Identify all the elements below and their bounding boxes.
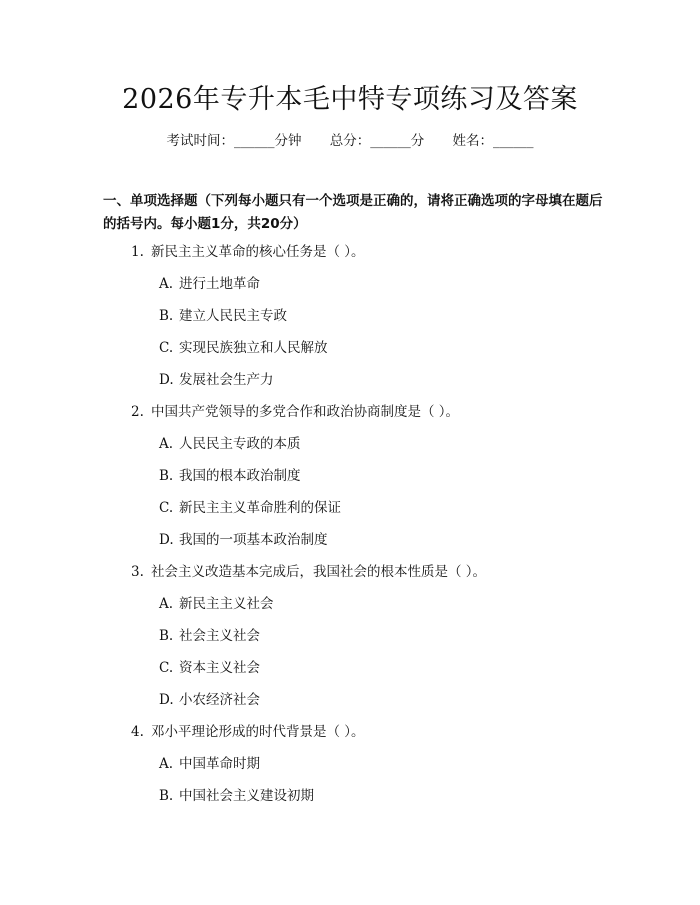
option-text: 我国的一项基本政治制度 (179, 532, 328, 548)
option-text: 新民主主义革命胜利的保证 (179, 500, 341, 516)
q2-option-b (159, 466, 301, 486)
question-number: 3. (131, 564, 144, 580)
option-letter: B. (159, 788, 174, 804)
option-letter: B. (159, 468, 174, 484)
option-text: 中国社会主义建设初期 (179, 788, 314, 804)
q4-option-b (159, 786, 314, 806)
section-heading: 一、单项选择题（下列每小题只有一个选项是正确的，请将正确选项的字母填在题后的括号内。每小题1分，共20分） (103, 193, 603, 232)
question-number: 4. (131, 724, 144, 740)
option-letter: C. (159, 500, 174, 516)
q1-option-a (159, 274, 260, 294)
q1-option-c (159, 338, 328, 358)
option-text: 发展社会生产力 (179, 372, 274, 388)
option-letter: B. (159, 308, 174, 324)
question-1 (131, 242, 365, 262)
option-text: 进行土地革命 (179, 276, 260, 292)
q2-option-c (159, 498, 341, 518)
q3-option-b (159, 626, 260, 646)
option-letter: A. (159, 276, 174, 292)
option-text: 实现民族独立和人民解放 (179, 340, 328, 356)
question-2 (131, 402, 459, 422)
question-text: 新民主主义革命的核心任务是（ ）。 (151, 244, 365, 260)
document-title: 2026年专升本毛中特专项练习及答案 (122, 84, 578, 115)
question-text: 邓小平理论形成的时代背景是（ ）。 (151, 724, 365, 740)
question-number: 2. (131, 404, 144, 420)
q3-option-d (159, 690, 260, 710)
q1-option-b (159, 306, 287, 326)
option-letter: D. (159, 372, 174, 388)
option-letter: D. (159, 532, 174, 548)
q4-option-a (159, 754, 260, 774)
option-letter: D. (159, 692, 174, 708)
question-3 (131, 562, 486, 582)
option-letter: C. (159, 340, 174, 356)
q1-option-d (159, 370, 274, 390)
option-text: 社会主义社会 (179, 628, 260, 644)
option-text: 小农经济社会 (179, 692, 260, 708)
name-label: 姓名：______ (452, 133, 534, 149)
option-letter: A. (159, 756, 174, 772)
question-text: 中国共产党领导的多党合作和政治协商制度是（ ）。 (151, 404, 460, 420)
option-text: 建立人民民主专政 (179, 308, 287, 324)
question-4 (131, 722, 365, 742)
question-number: 1. (131, 244, 144, 260)
question-text: 社会主义改造基本完成后，我国社会的根本性质是（ ）。 (151, 564, 487, 580)
option-letter: A. (159, 596, 174, 612)
option-text: 中国革命时期 (179, 756, 260, 772)
q2-option-a (159, 434, 301, 454)
q3-option-a (159, 594, 274, 614)
q3-option-c (159, 658, 260, 678)
option-text: 我国的根本政治制度 (179, 468, 301, 484)
option-text: 新民主主义社会 (179, 596, 274, 612)
option-letter: C. (159, 660, 174, 676)
option-text: 人民民主专政的本质 (179, 436, 301, 452)
option-letter: A. (159, 436, 174, 452)
option-letter: B. (159, 628, 174, 644)
total-score-label: 总分：______分 (329, 133, 425, 149)
q2-option-d (159, 530, 328, 550)
option-text: 资本主义社会 (179, 660, 260, 676)
exam-time-label: 考试时间：______分钟 (166, 133, 302, 149)
exam-meta (0, 131, 700, 151)
